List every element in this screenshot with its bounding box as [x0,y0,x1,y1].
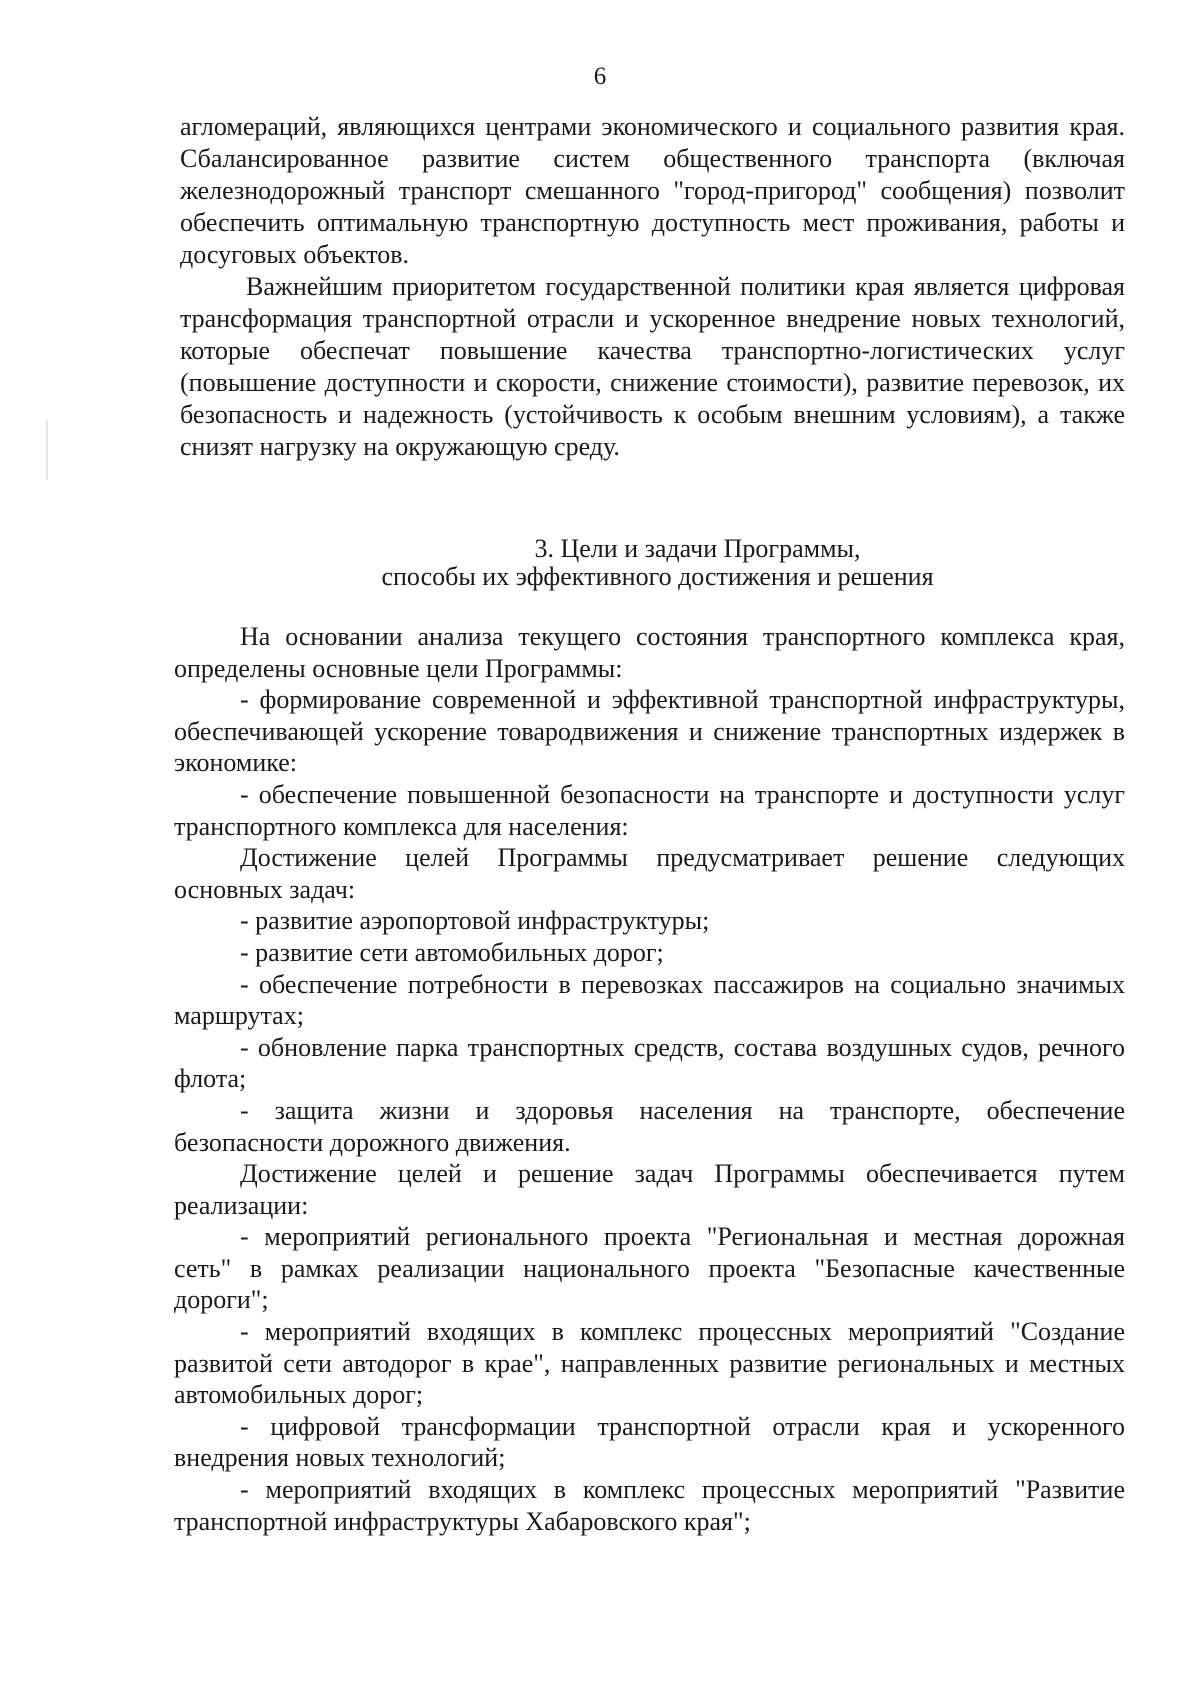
paragraph-agglomerations: агломераций, являющихся центрами экономического и социального развития края. Сбалансированное развитие систем общественного транспорта (включая железнодорожный транспорт смешанного "город-пригород" сообщения) позволит обеспечить оптимальную транспортную доступность мест проживания, работы и досуговых объектов. [180,112,1125,269]
top-text-block [180,111,1125,463]
list-item-means: - мероприятий входящих в комплекс процессных мероприятий "Развитие транспортной инфраструктуры Хабаровского края"; [174,1475,1125,1536]
list-item-goal: - обеспечение повышенной безопасности на транспорте и доступности услуг транспортного комплекса для населения: [174,779,1125,841]
list-item-means: - цифровой трансформации транспортной отрасли края и ускоренного внедрения новых технологий; [174,1411,1125,1473]
section-title-line-1: 3. Цели и задачи Программы, [534,534,861,563]
list-item-task: - развитие сети автомобильных дорог; [240,937,664,967]
section-heading [180,535,1135,591]
list-item-task: - развитие аэропортовой инфраструктуры; [240,906,710,936]
list-item-means: - мероприятий регионального проекта "Региональная и местная дорожная сеть" в рамках реализации национального проекта "Безопасные качественные дороги"; [174,1222,1125,1315]
main-text-block [174,621,1125,1537]
page-number: 6 [593,63,607,90]
list-item-task: - обновление парка транспортных средств, состава воздушных судов, речного флота; [174,1032,1125,1094]
list-item-means: - мероприятий входящих в комплекс процессных мероприятий "Создание развитой сети автодорог в крае", направленных развитие региональных и местных автомобильных дорог; [174,1317,1125,1410]
list-item-goal: - формирование современной и эффективной транспортной инфраструктуры, обеспечивающей ускорение товародвижения и снижение транспортных издержек в экономике: [174,685,1125,778]
paragraph-tasks-intro: Достижение целей Программы предусматривает решение следующих основных задач: [174,843,1125,904]
list-item-task: - обеспечение потребности в перевозках пассажиров на социально значимых маршрутах; [174,969,1125,1031]
list-item-task: - защита жизни и здоровья населения на транспорте, обеспечение безопасности дорожного движения. [174,1095,1125,1157]
section-title-line-2: способы их эффективного достижения и решения [381,562,934,591]
scan-artifact [46,420,48,480]
paragraph-intro: На основании анализа текущего состояния транспортного комплекса края, определены основные цели Программы: [174,622,1125,683]
paragraph-priority: Важнейшим приоритетом государственной политики края является цифровая трансформация транспортной отрасли и ускоренное внедрение новых технологий, которые обеспечат повышение качества транспортно-логистических услуг (повышение доступности и скорости, снижение стоимости), развитие перевозок, их безопасность и надежность (устойчивость к особым внешним условиям), а также снизят нагрузку на окружающую среду. [180,272,1125,461]
paragraph-means-intro: Достижение целей и решение задач Программы обеспечивается путем реализации: [174,1159,1125,1220]
